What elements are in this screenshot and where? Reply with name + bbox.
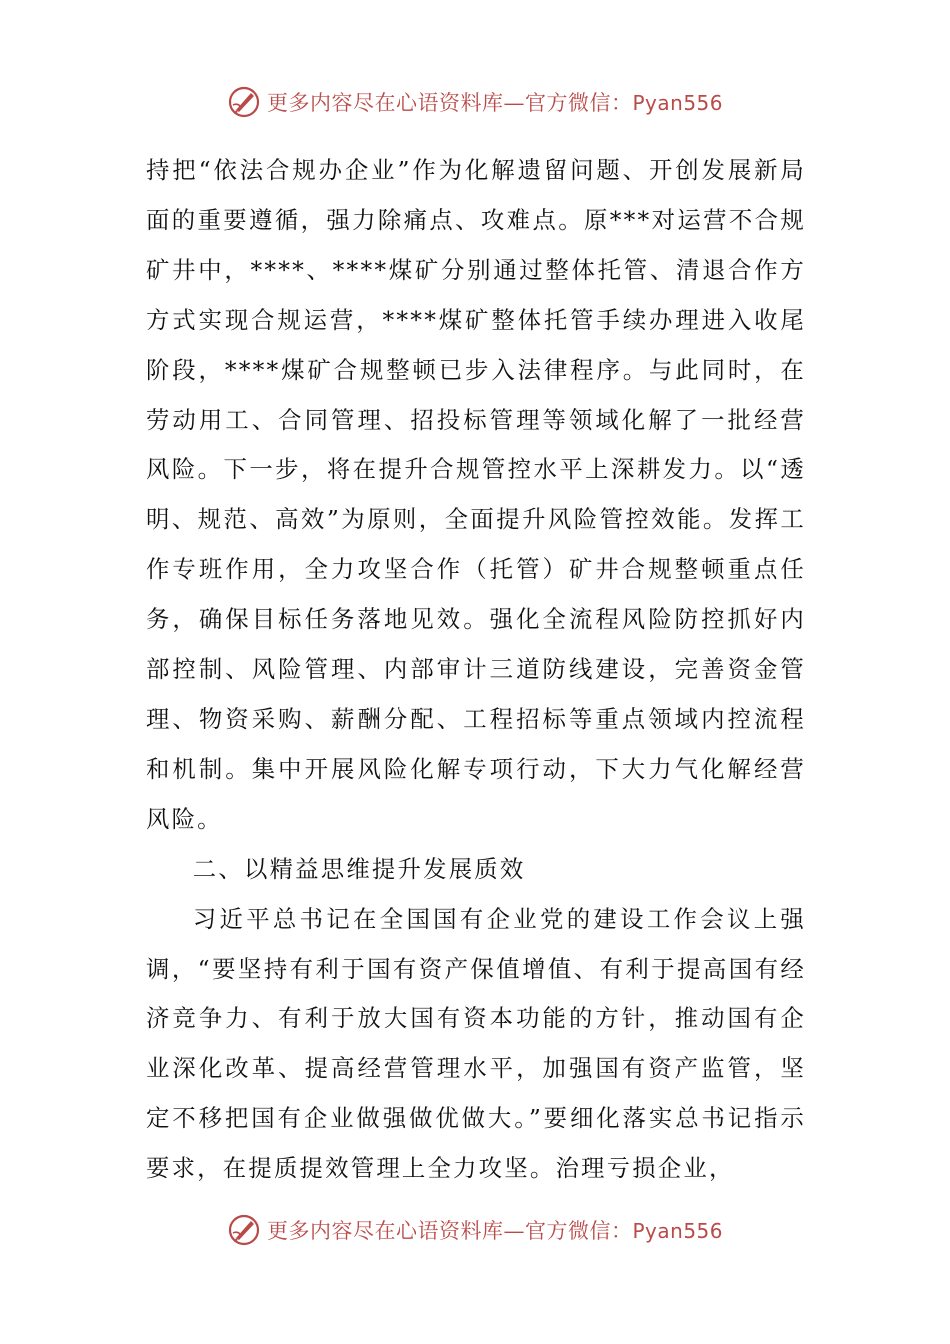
footer-banner	[0, 1210, 950, 1250]
section-heading: 二、以精益思维提升发展质效	[192, 854, 526, 883]
header-banner	[0, 82, 950, 122]
paragraph-1: 持把“依法合规办企业”作为化解遗留问题、开创发展新局面的重要遵循，强力除痛点、攻难点。原***对运营不合规矿井中，****、****煤矿分别通过整体托管、清退合作方方式实现合规运营，****煤矿整体托管手续办理进入收尾阶段，****煤矿合规整顿已步入法律程序。与此同时，在劳动用工、合同管理、招投标管理等领域化解了一批经营风险。下一步，将在提升合规管控水平上深耕发力。以“透明、规范、高效”为原则，全面提升风险管控效能。发挥工作专班作用，全力攻坚合作（托管）矿井合规整顿重点任务，确保目标任务落地见效。强化全流程风险防控抓好内部控制、风险管理、内部审计三道防线建设，完善资金管理、物资采购、薪酬分配、工程招标等重点领域内控流程和机制。集中开展风险化解专项行动，下大力气化解经营风险。	[146, 156, 806, 833]
document-body	[146, 146, 806, 1194]
banner-text: 更多内容尽在心语资料库—官方微信：Pyan556	[266, 1219, 723, 1243]
banner-text: 更多内容尽在心语资料库—官方微信：Pyan556	[266, 91, 723, 115]
pen-logo-icon	[227, 1213, 261, 1247]
pen-logo-icon	[227, 85, 261, 119]
paragraph-2: 习近平总书记在全国国有企业党的建设工作会议上强调，“要坚持有利于国有资产保值增值、有利于提高国有经济竞争力、有利于放大国有资本功能的方针，推动国有企业深化改革、提高经营管理水平，加强国有资产监管，坚定不移把国有企业做强做优做大。”要细化落实总书记指示要求，在提质提效管理上全力攻坚。治理亏损企业，	[146, 904, 806, 1183]
wechat-id: Pyan556	[632, 91, 723, 115]
wechat-id: Pyan556	[632, 1219, 723, 1243]
